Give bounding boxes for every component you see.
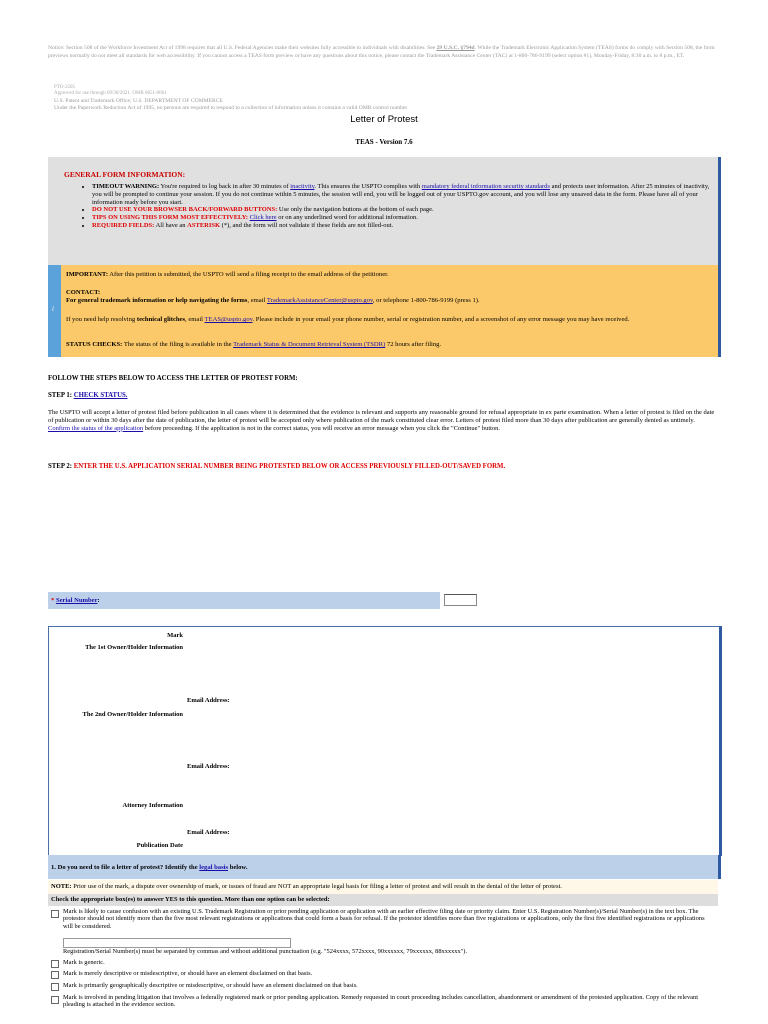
usc-link[interactable]: 29 U.S.C. §794d (436, 45, 475, 51)
owner2-email-label: Email Address: (187, 763, 230, 770)
litigation-checkbox[interactable] (51, 996, 59, 1004)
check-instructions: Check the appropriate box(es) to answer YES to this question. More than one option can be selected: (51, 896, 330, 903)
litigation-text: Mark is involved in pending litigation that involves a federally registered mark or prior pending application. Remedy requested in court proceeding includes cancellation, abandonment or amendment of the protested application. Copy of the relevant pleading is attached in the evidence section. (63, 994, 698, 1009)
confusion-checkbox[interactable] (51, 910, 59, 918)
contact-heading: CONTACT: (66, 289, 101, 296)
attorney-label: Attorney Information (122, 802, 183, 809)
required-fields-item: • REQUIRED FIELDS: All have an ASTERISK (*), and the form will not validate if these fields are not filled-out. (92, 222, 710, 230)
generic-checkbox[interactable] (51, 960, 59, 968)
important-box (48, 265, 721, 357)
registration-hint: Registration/Serial Number(s) must be separated by commas and without additional punctuation (e.g. "524xxxx, 572xxxx, 90xxxxxx, 79xxxxxx, 88xxxxxx"). (63, 948, 468, 955)
question1-text: 1. Do you need to file a letter of protest? Identify the legal basis below. (51, 864, 248, 871)
info-side-bar (48, 265, 61, 357)
inactivity-link[interactable]: inactivity (290, 183, 315, 190)
owner1-email-label: Email Address: (187, 697, 230, 704)
confusion-text: Mark is likely to cause confusion with an existing U.S. Trademark Registration or prior pending application or application with an earlier effective filing date or priority claim. Enter U.S. Registration Number(s)/Serial Number(s) in the text box. The protestor should not identify more than the five most relevant registrations or applications that could form a basis for refusal. If the protestor identifies more than five registrations or applications, only the first five identified registrations or applications will be considered. (63, 908, 705, 930)
registration-numbers-input[interactable] (63, 938, 291, 948)
note-text: NOTE: Prior use of the mark, a dispute over ownership of mark, or issues of fraud are NOT an appropriate legal basis for filing a letter of protest and will result in the denial of the letter of protest. (51, 883, 562, 890)
geographic-checkbox[interactable] (51, 983, 59, 991)
click-here-link[interactable]: Click here (249, 214, 277, 222)
check-status-link[interactable]: CHECK STATUS. (73, 392, 128, 399)
tac-email-link[interactable]: TrademarkAssistanceCenter@uspto.gov (266, 297, 373, 304)
tsdr-link[interactable]: Trademark Status & Document Retrieval System (TSDR) (233, 341, 386, 348)
step1-heading: STEP 1: CHECK STATUS. (48, 392, 128, 399)
descriptive-checkbox[interactable] (51, 971, 59, 979)
check-instructions-row (48, 894, 718, 906)
pto-header (54, 85, 654, 112)
page-title: Letter of Protest (350, 114, 418, 125)
notice-text-2: . While the Trademark Electronic Application System (TEAS) forms do comply with Section 508, the form previews normally do not meet all standards for web accessibility. If you cannot access a TEAS form preview or have any questions about this notice, please contact the Trademark Assistance Center (TAC) at 1-800-786-9199 (select option #1), Monday-Friday, 8:30 a.m. to 8 p.m., ET. (48, 45, 715, 60)
status-checks: STATUS CHECKS: The status of the filing is available in the Trademark Status & Document Retrieval System (TSDR) 72 hours after filing. (66, 341, 442, 348)
agency-name: U.S. Patent and Trademark Office; U.S. DEPARTMENT OF COMMERCE (54, 97, 223, 104)
general-info-heading: GENERAL FORM INFORMATION: (64, 170, 186, 179)
omb-approval: Approved for use through 09/30/2021. OMB 0651-0061 (54, 91, 167, 97)
serial-number-link[interactable]: Serial Number (55, 597, 98, 604)
option-likelihood-confusion (48, 908, 718, 934)
teas-email-link[interactable]: TEAS@uspto.gov (204, 316, 253, 323)
general-info-list (78, 183, 710, 230)
back-button-warning: • DO NOT USE YOUR BROWSER BACK/FORWARD BUTTONS: Use only the navigation buttons at the bottom of each page. (92, 206, 710, 214)
paperwork-notice: Under the Paperwork Reduction Act of 1995, no persons are required to respond to a collection of information unless it contains a valid OMB control number (54, 104, 408, 111)
legal-basis-link[interactable]: legal basis (199, 864, 229, 871)
option-descriptive (48, 970, 718, 979)
version-label: TEAS - Version 7.6 (355, 138, 413, 146)
security-standards-link[interactable]: mandatory federal information security standards (421, 183, 550, 190)
option-generic (48, 959, 718, 968)
descriptive-text: Mark is merely descriptive or misdescriptive, or should have an element disclaimed on that basis. (63, 970, 313, 977)
timeout-warning: • TIMEOUT WARNING: You're required to log back in after 30 minutes of inactivity. This ensures the USPTO complies with mandatory federal information security standards and protects user information. After 25 minutes of inactivity, you will be prompted to continue your session. If you do not continue within 5 minutes, the session will end, you will be logged out of your USPTO.gov account, and you will lose any unsaved data in the form. Please have all of your information ready before you start. (92, 183, 710, 206)
follow-steps-heading: FOLLOW THE STEPS BELOW TO ACCESS THE LETTER OF PROTEST FORM: (48, 375, 298, 382)
important-text: IMPORTANT: After this petition is submitted, the USPTO will send a filing receipt to the email address of the petitioner. (66, 271, 389, 278)
technical-contact: If you need help resolving technical glitches, email TEAS@uspto.gov. Please include in your email your phone number, serial or registration number, and a screenshot of any error message you may have received. (66, 316, 630, 323)
serial-number-input[interactable] (444, 594, 477, 606)
form-number: PTO-2205 (54, 85, 76, 90)
option-geographic (48, 982, 718, 991)
generic-text: Mark is generic. (63, 959, 105, 966)
owner1-label: The 1st Owner/Holder Information (85, 644, 183, 651)
geographic-text: Mark is primarily geographically descriptive or misdescriptive, or should have an element disclaimed on that basis. (63, 982, 358, 989)
serial-number-label: * Serial Number: (51, 597, 100, 604)
info-icon: i (52, 305, 54, 313)
mark-label: Mark (167, 632, 183, 639)
general-info-box (48, 157, 721, 265)
tips-item: • TIPS ON USING THIS FORM MOST EFFECTIVELY: Click here or on any underlined word for additional information. (92, 214, 710, 222)
question1-row (48, 855, 721, 879)
publication-date-label: Publication Date (136, 842, 183, 849)
option-litigation (48, 994, 718, 1012)
notice-text: Notice: Section 508 of the Workforce Investment Act of 1998 requires that all U.S. Federal Agencies make their websites fully accessible to individuals with disabilities. See (48, 45, 437, 51)
owner2-label: The 2nd Owner/Holder Information (82, 711, 183, 718)
attorney-email-label: Email Address: (187, 829, 230, 836)
serial-number-row (48, 592, 440, 609)
note-row (48, 880, 718, 895)
confirm-status-link[interactable]: Confirm the status of the application (48, 424, 144, 432)
application-info-table (48, 626, 722, 856)
step1-description: The USPTO will accept a letter of protest filed before publication in all cases where it is determined that the evidence is relevant and supports any reasonable ground for refusal appropriate in ex parte examination. When a letter of protest is filed on the date of publication or within 30 days after the date of publication, the letter of protest will be accepted only where publication of the mark constituted clear error. Letters of protest filed more than 30 days after publication are generally denied as untimely. Confirm the status of the application before proceeding. If the application is not in the correct status, you will receive an error message when you click the "Continue" button. (48, 409, 715, 432)
step2-heading: STEP 2: ENTER THE U.S. APPLICATION SERIAL NUMBER BEING PROTESTED BELOW OR ACCESS PREVIOUSLY FILLED-OUT/SAVED FORM. (48, 463, 506, 470)
general-contact: For general trademark information or help navigating the forms, email TrademarkAssistanceCenter@uspto.gov, or telephone 1-800-786-9199 (press 1). (66, 297, 480, 304)
accessibility-notice (48, 44, 724, 61)
